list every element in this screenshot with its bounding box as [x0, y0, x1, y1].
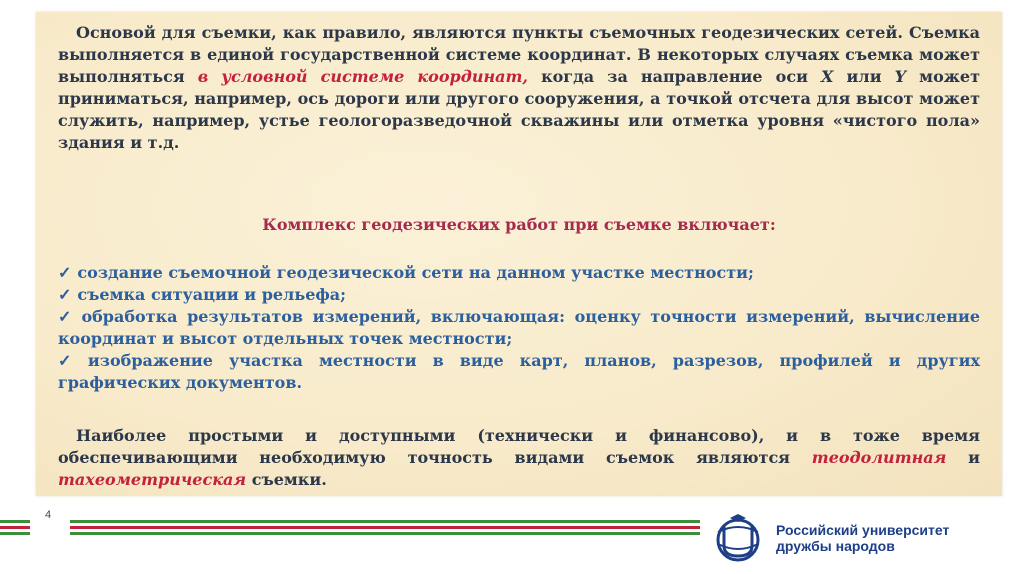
university-name [776, 522, 949, 554]
conclusion-highlight-2: тахеометрическая [58, 470, 247, 489]
conclusion-highlight-1: теодолитная [811, 448, 947, 467]
university-line-2: дружбы народов [776, 538, 895, 554]
list-item [58, 284, 980, 306]
intro-or: или [846, 67, 882, 86]
checkmark-icon: ✓ [58, 307, 76, 326]
list-item-text: съемка ситуации и рельефа; [77, 285, 347, 304]
intro-text-1: Основой для съемки, как правило, являются пункты съемочных геодезических сетей. Съемка выполняется в единой государственной системе координат. В некоторых случаях съемка может выполняться [58, 23, 980, 86]
intro-text-3: может приниматься, например, ось дороги или другого сооружения, а точкой отсчета для высот может служить, например, устье геологоразведочной скважины или отметка уровня «чистого пола» здания и т.д. [58, 67, 980, 152]
axis-y: Y [894, 67, 907, 86]
rudn-logo-icon [706, 512, 770, 564]
intro-highlight: в условной системе координат, [197, 67, 528, 86]
list-item [58, 306, 980, 350]
axis-x: X [821, 67, 834, 86]
list-item-text: обработка результатов измерений, включающая: оценку точности измерений, вычисление координат и высот отдельных точек местности; [58, 307, 981, 348]
list-item [58, 350, 980, 394]
intro-text-2: когда за направление оси [541, 67, 808, 86]
list-item-text: создание съемочной геодезической сети на данном участке местности; [77, 263, 754, 282]
conclusion-text-1: Наиболее простыми и доступными (технически и финансово), и в тоже время обеспечивающими необходимую точность видами съемок являются [58, 426, 980, 467]
intro-paragraph [58, 22, 980, 154]
section-heading: Комплекс геодезических работ при съемке включает: [262, 215, 776, 234]
conclusion-paragraph [58, 425, 980, 491]
list-item [58, 262, 980, 284]
work-list [58, 262, 980, 394]
checkmark-icon: ✓ [58, 263, 72, 282]
conclusion-and: и [968, 448, 981, 467]
checkmark-icon: ✓ [58, 285, 72, 304]
list-item-text: изображение участка местности в виде карт, планов, разрезов, профилей и других графических документов. [58, 351, 981, 392]
checkmark-icon: ✓ [58, 351, 82, 370]
conclusion-text-2: съемки. [251, 470, 327, 489]
page-number: 4 [45, 509, 52, 521]
university-line-1: Российский университет [776, 522, 950, 538]
